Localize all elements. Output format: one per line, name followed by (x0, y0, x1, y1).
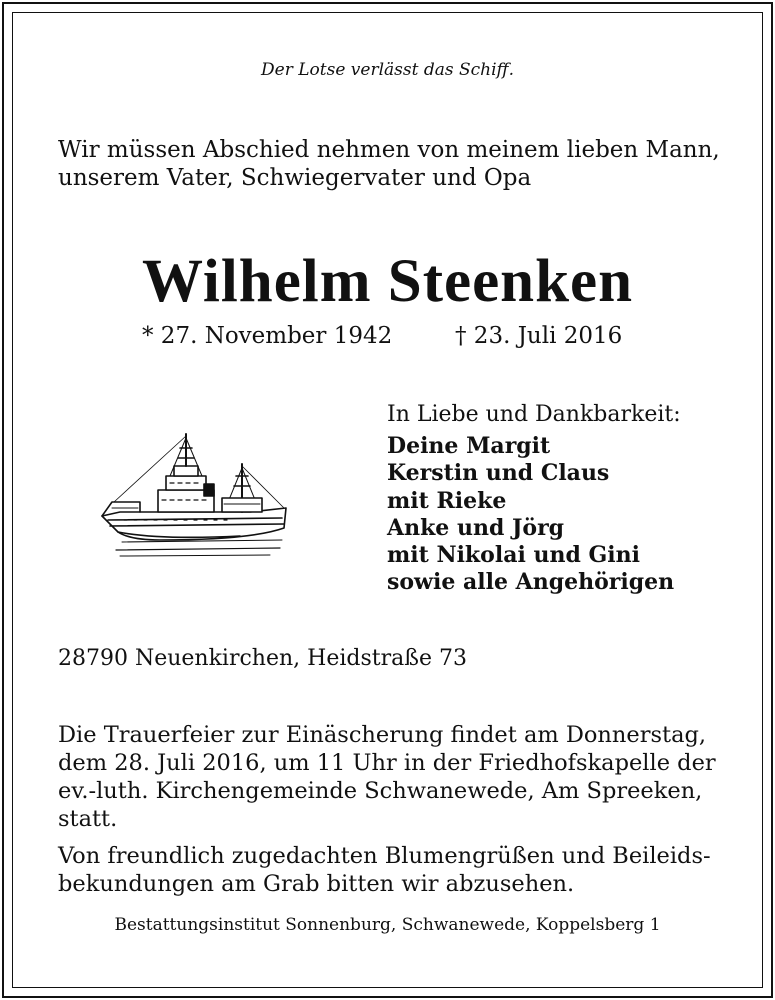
deceased-name: Wilhelm Steenken (141, 248, 634, 315)
service-line-1: Die Trauerfeier zur Einäscherung findet am Donnerstag, (58, 722, 707, 748)
flowers-line-1: Von freundlich zugedachten Blumengrüßen und Beileids- (58, 843, 711, 869)
undertaker-info: Bestattungsinstitut Sonnenburg, Schwanewede, Koppelsberg 1 (114, 915, 661, 935)
mourners-list (387, 433, 674, 597)
mourner-name: Anke und Jörg (387, 514, 565, 541)
ship-icon (100, 428, 290, 578)
mourner-name: mit Rieke (387, 487, 507, 514)
intro-line-2: unserem Vater, Schwiegervater und Opa (58, 165, 532, 191)
mourner-name: sowie alle Angehörigen (387, 569, 675, 596)
flowers-notice (58, 842, 711, 898)
service-line-3: ev.-luth. Kirchengemeinde Schwanewede, Am Spreeken, (58, 778, 703, 804)
mourner-name: Kerstin und Claus (387, 460, 610, 487)
birth-date: * 27. November 1942 (142, 323, 393, 349)
mourner-name: Deine Margit (387, 433, 551, 459)
mourner-name: mit Nikolai und Gini (387, 542, 640, 569)
service-line-2: dem 28. Juli 2016, um 11 Uhr in der Friedhofskapelle der (58, 750, 716, 776)
thanks-heading: In Liebe und Dankbarkeit: (387, 402, 681, 427)
service-line-4: statt. (58, 806, 118, 832)
family-address: 28790 Neuenkirchen, Heidstraße 73 (58, 646, 467, 671)
service-notice (58, 721, 716, 833)
intro-text (58, 136, 720, 192)
motto: Der Lotse verlässt das Schiff. (261, 60, 514, 80)
death-date: † 23. Juli 2016 (455, 323, 623, 349)
intro-line-1: Wir müssen Abschied nehmen von meinem lieben Mann, (58, 137, 720, 163)
flowers-line-2: bekundungen am Grab bitten wir abzusehen. (58, 871, 575, 897)
